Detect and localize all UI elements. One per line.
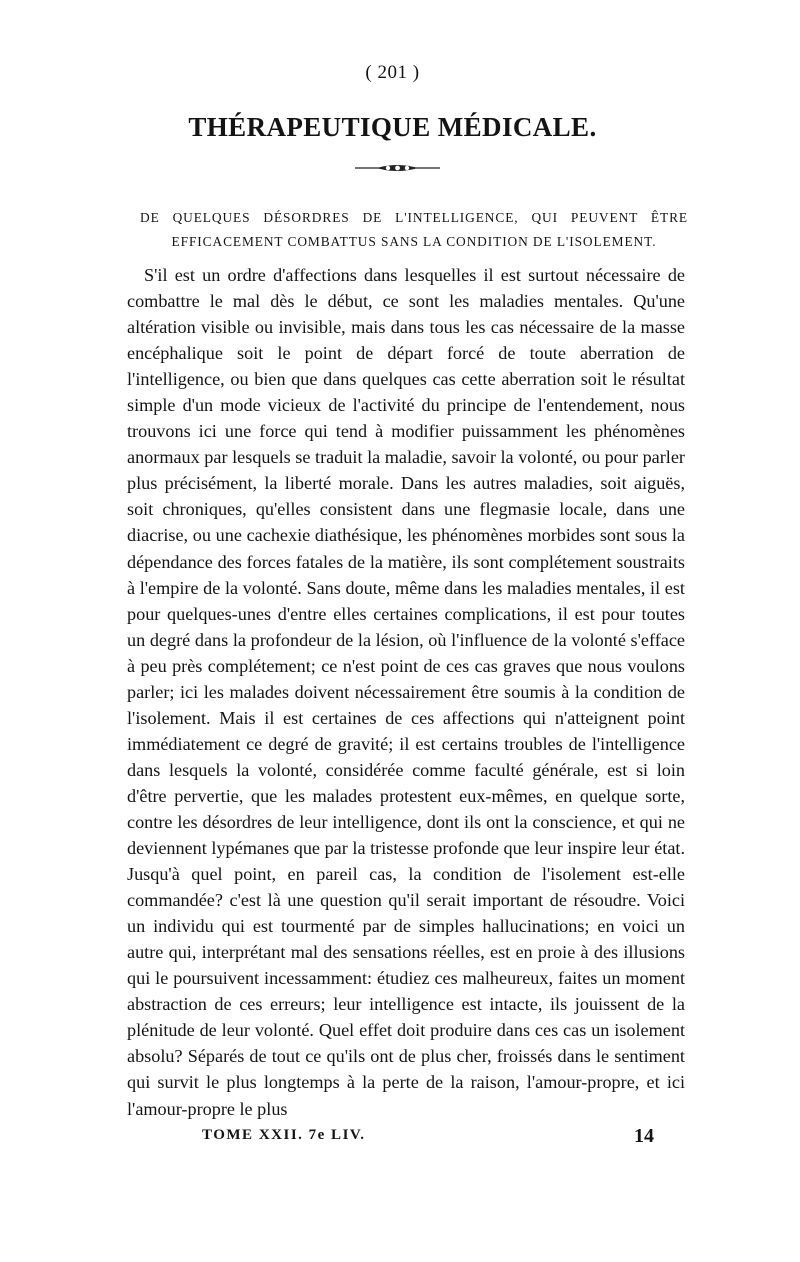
running-title: THÉRAPEUTIQUE MÉDICALE. — [188, 112, 597, 142]
ornament-rule — [355, 162, 440, 174]
page-number: ( 201 ) — [365, 62, 420, 83]
article-title: DE QUELQUES DÉSORDRES DE L'INTELLIGENCE, QUI PEUVENT ÊTRE EFFICACEMENT COMBATTUS SANS LA CONDITION DE L'ISOLEMENT. — [140, 210, 688, 249]
body-paragraph: S'il est un ordre d'affections dans lesquelles il est surtout nécessaire de combattre le mal dès le début, ce sont les maladies mentales. Qu'une altération visible ou invisible, mais dans tous les cas nécessaire de la masse encéphalique soit le point de départ forcé de toute aberration de l'intelligence, ou bien que dans quelques cas cette aberration soit le résultat simple d'un mode vicieux de l'activité du principe de l'entendement, nous trouvons ici une force qui tend à modifier puissamment les phénomènes anormaux par lesquels se traduit la maladie, savoir la volonté, ou pour parler plus précisément, la liberté morale. Dans les autres maladies, soit aiguës, soit chroniques, qu'elles consistent dans une flegmasie locale, dans une diacrise, ou une cachexie diathésique, les phénomènes morbides sont sous la dépendance des forces fatales de la matière, ils sont complétement soustraits à l'empire de la volonté. Sans doute, même dans les maladies mentales, il est pour quelques-unes d'entre elles certaines complications, il est pour toutes un degré dans la profondeur de la lésion, où l'influence de la volonté s'efface à peu près complétement; ce n'est point de ces cas graves que nous voulons parler; ici les malades doivent nécessairement être soumis à la condition de l'isolement. Mais il est certaines de ces affections qui n'atteignent point immédiatement ce degré de gravité; il est certains troubles de l'intelligence dans lesquels la volonté, considérée comme faculté générale, est si loin d'être pervertie, que les malades protestent eux-mêmes, en quelque sorte, contre les désordres de leur intelligence, dont ils ont la conscience, et qui ne deviennent lypémanes que par la tristesse profonde que leur inspire leur état. Jusqu'à quel point, en pareil cas, la condition de l'isolement est-elle commandée? c'est là une question qu'il serait important de résoudre. Voici un individu qui est tourmenté par de simples hallucinations; en voici un autre qui, interprétant mal des sensations réelles, est en proie à des illusions qui le poursuivent incessamment: étudiez ces malheureux, faites un moment abstraction de ces erreurs; leur intelligence est intacte, ils jouissent de la plénitude de leur volonté. Quel effet doit produire dans ces cas un isolement absolu? Séparés de tout ce qu'ils ont de plus cher, froissés dans le sentiment qui survit le plus longtemps à la perte de la raison, l'amour-propre, et ici l'amour-propre le plus — [127, 265, 685, 1119]
page-footer — [202, 1125, 654, 1147]
body-text — [127, 262, 685, 1122]
printer-signature: TOME XXII. 7e LIV. — [202, 1127, 366, 1143]
sheet-number: 14 — [634, 1125, 654, 1147]
